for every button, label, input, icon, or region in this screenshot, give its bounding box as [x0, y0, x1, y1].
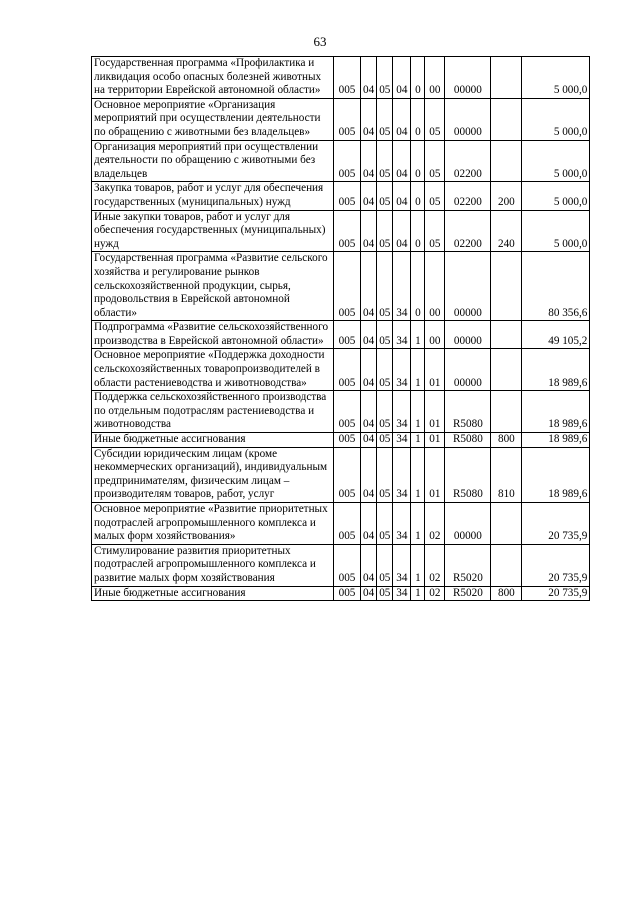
code-event: 05 — [425, 98, 445, 140]
code-section: 04 — [361, 433, 377, 448]
code-subprogram: 1 — [411, 321, 425, 349]
table-row — [92, 98, 590, 140]
code-subprogram: 1 — [411, 447, 425, 502]
code-grbs: 005 — [334, 503, 361, 545]
table-row — [92, 182, 590, 210]
item-name: Закупка товаров, работ и услуг для обеспечения государственных (муниципальных) нужд — [92, 182, 334, 210]
code-section: 04 — [361, 252, 377, 321]
code-program: 04 — [393, 98, 411, 140]
code-section: 04 — [361, 544, 377, 586]
code-grbs: 005 — [334, 140, 361, 182]
code-direction: 02200 — [445, 182, 491, 210]
code-section: 04 — [361, 503, 377, 545]
code-event: 02 — [425, 544, 445, 586]
code-grbs: 005 — [334, 586, 361, 601]
item-name: Субсидии юридическим лицам (кроме некоммерческих организаций), индивидуальным предпринимателям, физическим лицам – производителям товаров, работ, услуг — [92, 447, 334, 502]
code-section: 04 — [361, 321, 377, 349]
code-subsection: 05 — [377, 252, 393, 321]
item-name: Государственная программа «Профилактика и ликвидация особо опасных болезней животных на территории Еврейской автономной области» — [92, 57, 334, 99]
code-section: 04 — [361, 391, 377, 433]
code-expense-type — [491, 252, 522, 321]
code-grbs: 005 — [334, 433, 361, 448]
code-subprogram: 0 — [411, 98, 425, 140]
code-subsection: 05 — [377, 349, 393, 391]
code-event: 00 — [425, 57, 445, 99]
code-subsection: 05 — [377, 503, 393, 545]
code-event: 05 — [425, 140, 445, 182]
code-section: 04 — [361, 210, 377, 252]
code-subsection: 05 — [377, 140, 393, 182]
code-grbs: 005 — [334, 252, 361, 321]
amount: 5 000,0 — [522, 57, 590, 99]
code-section: 04 — [361, 447, 377, 502]
code-grbs: 005 — [334, 182, 361, 210]
code-expense-type — [491, 544, 522, 586]
amount: 20 735,9 — [522, 586, 590, 601]
code-grbs: 005 — [334, 391, 361, 433]
code-subprogram: 0 — [411, 252, 425, 321]
code-grbs: 005 — [334, 57, 361, 99]
code-expense-type — [491, 503, 522, 545]
code-event: 01 — [425, 433, 445, 448]
code-subprogram: 0 — [411, 140, 425, 182]
code-event: 00 — [425, 252, 445, 321]
code-program: 34 — [393, 321, 411, 349]
code-event: 02 — [425, 503, 445, 545]
code-subsection: 05 — [377, 447, 393, 502]
item-name: Основное мероприятие «Организация мероприятий при осуществлении деятельности по обращению с животными без владельцев» — [92, 98, 334, 140]
code-expense-type — [491, 140, 522, 182]
amount: 49 105,2 — [522, 321, 590, 349]
code-program: 34 — [393, 252, 411, 321]
code-direction: R5080 — [445, 433, 491, 448]
code-direction: 00000 — [445, 252, 491, 321]
item-name: Поддержка сельскохозяйственного производства по отдельным подотраслям растениеводства и животноводства — [92, 391, 334, 433]
code-expense-type: 800 — [491, 586, 522, 601]
table-row — [92, 433, 590, 448]
code-program: 04 — [393, 182, 411, 210]
code-section: 04 — [361, 140, 377, 182]
code-section: 04 — [361, 349, 377, 391]
code-program: 04 — [393, 210, 411, 252]
table-row — [92, 586, 590, 601]
item-name: Государственная программа «Развитие сельского хозяйства и регулирование рынков сельскохозяйственной продукции, сырья, продовольствия в Еврейской автономной области» — [92, 252, 334, 321]
amount: 20 735,9 — [522, 544, 590, 586]
amount: 20 735,9 — [522, 503, 590, 545]
item-name: Иные закупки товаров, работ и услуг для обеспечения государственных (муниципальных) нужд — [92, 210, 334, 252]
code-subprogram: 1 — [411, 503, 425, 545]
code-grbs: 005 — [334, 544, 361, 586]
item-name: Основное мероприятие «Поддержка доходности сельскохозяйственных товаропроизводителей в области растениеводства и животноводства» — [92, 349, 334, 391]
code-expense-type — [491, 391, 522, 433]
code-subsection: 05 — [377, 210, 393, 252]
code-event: 01 — [425, 391, 445, 433]
code-event: 01 — [425, 349, 445, 391]
code-expense-type — [491, 349, 522, 391]
amount: 5 000,0 — [522, 210, 590, 252]
code-grbs: 005 — [334, 349, 361, 391]
code-program: 34 — [393, 586, 411, 601]
item-name: Подпрограмма «Развитие сельскохозяйственного производства в Еврейской автономной области» — [92, 321, 334, 349]
code-section: 04 — [361, 57, 377, 99]
table-row — [92, 210, 590, 252]
code-expense-type: 240 — [491, 210, 522, 252]
item-name: Основное мероприятие «Развитие приоритетных подотраслей агропромышленного комплекса и малых форм хозяйствования» — [92, 503, 334, 545]
code-direction: 02200 — [445, 210, 491, 252]
code-expense-type: 200 — [491, 182, 522, 210]
code-subprogram: 1 — [411, 349, 425, 391]
table-row — [92, 321, 590, 349]
table-row — [92, 503, 590, 545]
table-row — [92, 544, 590, 586]
code-direction: 00000 — [445, 321, 491, 349]
item-name: Стимулирование развития приоритетных подотраслей агропромышленного комплекса и развитие малых форм хозяйствования — [92, 544, 334, 586]
code-subsection: 05 — [377, 321, 393, 349]
code-program: 34 — [393, 391, 411, 433]
code-direction: 00000 — [445, 349, 491, 391]
code-direction: 00000 — [445, 57, 491, 99]
code-direction: 02200 — [445, 140, 491, 182]
table-body — [92, 57, 590, 601]
code-expense-type: 810 — [491, 447, 522, 502]
code-program: 04 — [393, 57, 411, 99]
code-subsection: 05 — [377, 544, 393, 586]
code-event: 01 — [425, 447, 445, 502]
code-section: 04 — [361, 586, 377, 601]
amount: 80 356,6 — [522, 252, 590, 321]
amount: 18 989,6 — [522, 349, 590, 391]
code-subprogram: 1 — [411, 544, 425, 586]
code-subsection: 05 — [377, 57, 393, 99]
code-subsection: 05 — [377, 391, 393, 433]
code-subsection: 05 — [377, 433, 393, 448]
code-grbs: 005 — [334, 98, 361, 140]
code-subprogram: 0 — [411, 182, 425, 210]
table-row — [92, 140, 590, 182]
code-event: 00 — [425, 321, 445, 349]
table-row — [92, 57, 590, 99]
amount: 18 989,6 — [522, 433, 590, 448]
table-row — [92, 349, 590, 391]
code-expense-type — [491, 321, 522, 349]
page-number: 63 — [313, 34, 327, 49]
code-direction: R5020 — [445, 544, 491, 586]
table-row — [92, 391, 590, 433]
amount: 5 000,0 — [522, 140, 590, 182]
code-program: 04 — [393, 140, 411, 182]
code-subprogram: 1 — [411, 391, 425, 433]
code-event: 05 — [425, 210, 445, 252]
code-subprogram: 1 — [411, 586, 425, 601]
item-name: Организация мероприятий при осуществлении деятельности по обращению с животными без владельцев — [92, 140, 334, 182]
code-expense-type — [491, 98, 522, 140]
code-expense-type — [491, 57, 522, 99]
code-program: 34 — [393, 433, 411, 448]
amount: 5 000,0 — [522, 182, 590, 210]
code-program: 34 — [393, 349, 411, 391]
code-subsection: 05 — [377, 182, 393, 210]
code-direction: 00000 — [445, 503, 491, 545]
code-direction: R5080 — [445, 447, 491, 502]
code-grbs: 005 — [334, 447, 361, 502]
code-direction: 00000 — [445, 98, 491, 140]
code-expense-type: 800 — [491, 433, 522, 448]
code-direction: R5020 — [445, 586, 491, 601]
code-event: 02 — [425, 586, 445, 601]
amount: 18 989,6 — [522, 447, 590, 502]
amount: 5 000,0 — [522, 98, 590, 140]
table-row — [92, 447, 590, 502]
code-subprogram: 0 — [411, 210, 425, 252]
code-section: 04 — [361, 98, 377, 140]
code-section: 04 — [361, 182, 377, 210]
code-direction: R5080 — [445, 391, 491, 433]
table-row — [92, 252, 590, 321]
code-grbs: 005 — [334, 321, 361, 349]
budget-table — [91, 56, 590, 601]
code-grbs: 005 — [334, 210, 361, 252]
amount: 18 989,6 — [522, 391, 590, 433]
code-subsection: 05 — [377, 586, 393, 601]
code-event: 05 — [425, 182, 445, 210]
code-subsection: 05 — [377, 98, 393, 140]
code-program: 34 — [393, 503, 411, 545]
item-name: Иные бюджетные ассигнования — [92, 586, 334, 601]
item-name: Иные бюджетные ассигнования — [92, 433, 334, 448]
code-subprogram: 1 — [411, 433, 425, 448]
code-program: 34 — [393, 447, 411, 502]
code-subprogram: 0 — [411, 57, 425, 99]
code-program: 34 — [393, 544, 411, 586]
